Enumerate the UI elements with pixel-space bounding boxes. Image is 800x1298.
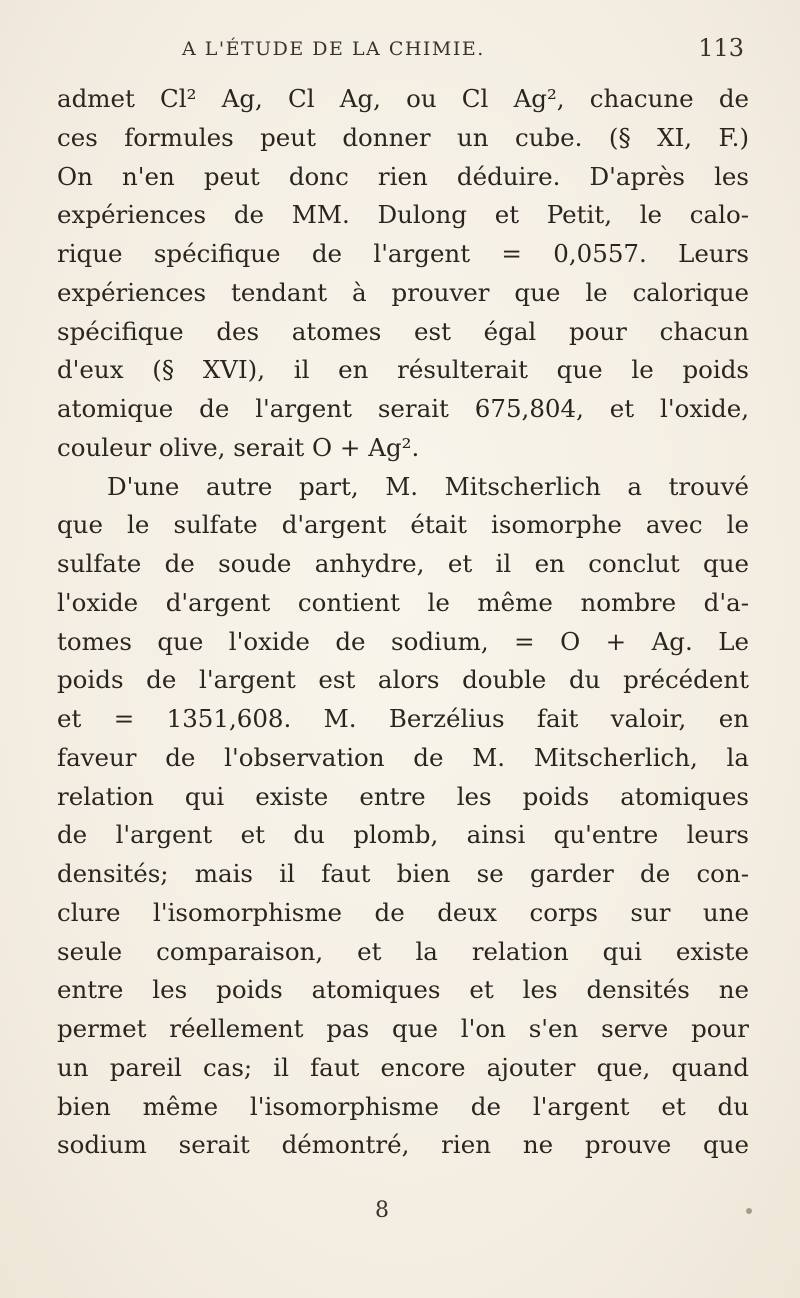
text-line: rique spécifique de l'argent = 0,0557. Leurs (57, 239, 749, 268)
running-head: A L'ÉTUDE DE LA CHIMIE. (182, 38, 485, 60)
text-line: seule comparaison, et la relation qui existe (57, 936, 749, 966)
body-text (57, 80, 749, 1165)
text-line: permet réellement pas que l'on s'en serve pour (57, 1014, 749, 1043)
paragraph-first-line: D'une autre part, M. Mitscherlich a trouvé (107, 471, 749, 501)
text-line: spécifique des atomes est égal pour chacun (57, 316, 749, 346)
text-line: sodium serait démontré, rien ne prouve que (57, 1130, 749, 1160)
text-line: que le sulfate d'argent était isomorphe avec le (57, 510, 749, 540)
text-line: poids de l'argent est alors double du précédent (57, 665, 749, 695)
text-line: ces formules peut donner un cube. (§ XI, F.) (57, 122, 749, 152)
text-line: et = 1351,608. M. Berzélius fait valoir, en (57, 704, 749, 733)
text-line: l'oxide d'argent contient le même nombre d'a- (57, 587, 749, 617)
text-line: de l'argent et du plomb, ainsi qu'entre leurs (57, 820, 749, 850)
ink-speck (746, 1208, 752, 1214)
signature-mark: 8 (375, 1198, 389, 1223)
text-line: bien même l'isomorphisme de l'argent et du (57, 1091, 749, 1121)
text-line: sulfate de soude anhydre, et il en conclut que (57, 549, 749, 578)
text-line: On n'en peut donc rien déduire. D'après les (57, 161, 749, 191)
text-line: clure l'isomorphisme de deux corps sur une (57, 897, 749, 927)
text-line: entre les poids atomiques et les densités ne (57, 975, 749, 1005)
text-line: relation qui existe entre les poids atomiques (57, 781, 749, 811)
text-line: tomes que l'oxide de sodium, = O + Ag. Le (57, 626, 749, 656)
text-line: densités; mais il faut bien se garder de con- (57, 859, 749, 888)
text-line: d'eux (§ XVI), il en résulterait que le poids (57, 355, 749, 385)
text-line: faveur de l'observation de M. Mitscherlich, la (57, 742, 749, 772)
text-line: atomique de l'argent serait 675,804, et l'oxide, (57, 394, 749, 423)
text-line: expériences de MM. Dulong et Petit, le calo- (57, 200, 749, 230)
text-line: couleur olive, serait O + Ag². (57, 432, 420, 462)
page-number: 113 (698, 34, 744, 62)
text-line: un pareil cas; il faut encore ajouter que, quand (57, 1052, 749, 1082)
text-line: admet Cl² Ag, Cl Ag, ou Cl Ag², chacune de (57, 84, 749, 113)
text-line: expériences tendant à prouver que le calorique (57, 277, 749, 307)
